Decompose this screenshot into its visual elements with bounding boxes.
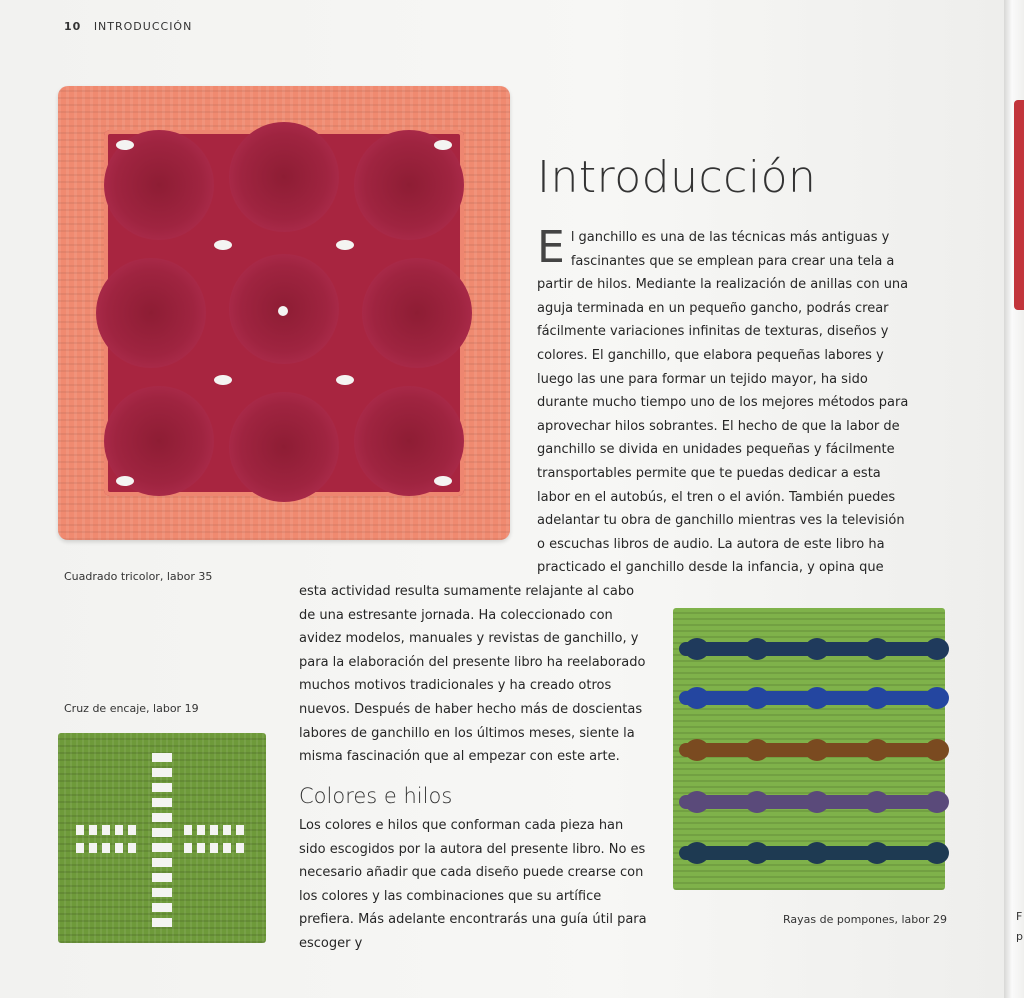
lace-cross-arm [184, 843, 248, 853]
pompom [865, 638, 889, 660]
pompom [805, 687, 829, 709]
pompom [925, 739, 949, 761]
pompom [925, 638, 949, 660]
adjacent-page-swatch [1014, 100, 1024, 310]
lace-hole [434, 476, 452, 486]
running-head [64, 20, 192, 33]
pompom [805, 842, 829, 864]
lace-hole [278, 306, 288, 316]
pompom [685, 687, 709, 709]
pompom [685, 842, 709, 864]
pompom [805, 638, 829, 660]
swatch-rayas-de-pompones [673, 608, 945, 890]
pompom [865, 791, 889, 813]
section-label: INTRODUCCIÓN [93, 20, 193, 33]
pompom [745, 638, 769, 660]
pompom [745, 791, 769, 813]
pompom [925, 842, 949, 864]
pompom [685, 791, 709, 813]
swatch-cruz-de-encaje [58, 733, 266, 943]
pompom [925, 791, 949, 813]
adjacent-page-letter: p [1016, 930, 1023, 943]
lace-hole [116, 140, 134, 150]
intro-continued: esta actividad resulta sumamente relajante al cabo de una estresante jornada. Ha coleccionado con avidez modelos, manuales y revistas de ganchillo, y para la elaboración del presente libro ha reelaborado muchos motivos tradicionales y ha creado otros nuevos. Después de haber hecho más de doscientas labores de ganchillo en los últimos meses, siente la misma fascinación que al empezar con este arte. [299, 584, 646, 765]
pompom [805, 739, 829, 761]
petal [229, 392, 339, 502]
swatch-cuadrado-tricolor [58, 86, 510, 540]
petal [96, 258, 206, 368]
page-title: Introducción [537, 152, 817, 203]
caption-green: Cruz de encaje, labor 19 [64, 702, 199, 715]
lace-cross-arm [184, 825, 248, 835]
lace-hole [336, 240, 354, 250]
caption-stripes: Rayas de pompones, labor 29 [783, 913, 947, 926]
pompom [865, 739, 889, 761]
pompom [805, 791, 829, 813]
petal [229, 122, 339, 232]
pompom [925, 687, 949, 709]
swatch-center [104, 130, 464, 496]
pompom [745, 739, 769, 761]
lace-hole [336, 375, 354, 385]
lace-cross-vertical [152, 751, 172, 927]
subheading-colores: Colores e hilos [299, 784, 453, 808]
lace-hole [214, 375, 232, 385]
drop-cap: E [537, 222, 565, 273]
lace-cross-arm [76, 825, 140, 835]
pompom [685, 638, 709, 660]
colores-paragraph: Los colores e hilos que conforman cada pieza han sido escogidos por la autora del presente libro. No es necesario añadir que cada diseño puede crearse con los colores y las combinaciones que su artífice prefiera. Más adelante encontrarás una guía útil para escoger y [299, 818, 647, 951]
pompom [865, 842, 889, 864]
intro-paragraph: l ganchillo es una de las técnicas más antiguas y fascinantes que se emplean para crear una tela a partir de hilos. Mediante la realización de anillas con una aguja terminada en un pequeño gancho, podrás crear fácilmente variaciones infinitas de texturas, diseños y colores. El ganchillo, que elabora pequeñas labores y luego las une para formar un tejido mayor, ha sido durante mucho tiempo uno de los mejores métodos para aprovechar hilos sobrantes. El hecho de que la labor de ganchillo se divida en unidades pequeñas y fácilmente transportables permite que te puedas dedicar a esta labor en el autobús, el tren o el avión. También puedes adelantar tu obra de ganchillo mientras ves la televisión o escuchas libros de audio. La autora de este libro ha practicado el ganchillo desde la infancia, y opina que [537, 230, 909, 576]
lace-hole [116, 476, 134, 486]
intro-column [537, 222, 909, 580]
adjacent-page-letter: F [1016, 910, 1023, 923]
lace-hole [434, 140, 452, 150]
page-number: 10 [64, 20, 82, 33]
pompom [745, 842, 769, 864]
pompom [865, 687, 889, 709]
lace-hole [214, 240, 232, 250]
lace-cross-arm [76, 843, 140, 853]
pompom [745, 687, 769, 709]
caption-pink: Cuadrado tricolor, labor 35 [64, 570, 213, 583]
petal [362, 258, 472, 368]
pompom [685, 739, 709, 761]
